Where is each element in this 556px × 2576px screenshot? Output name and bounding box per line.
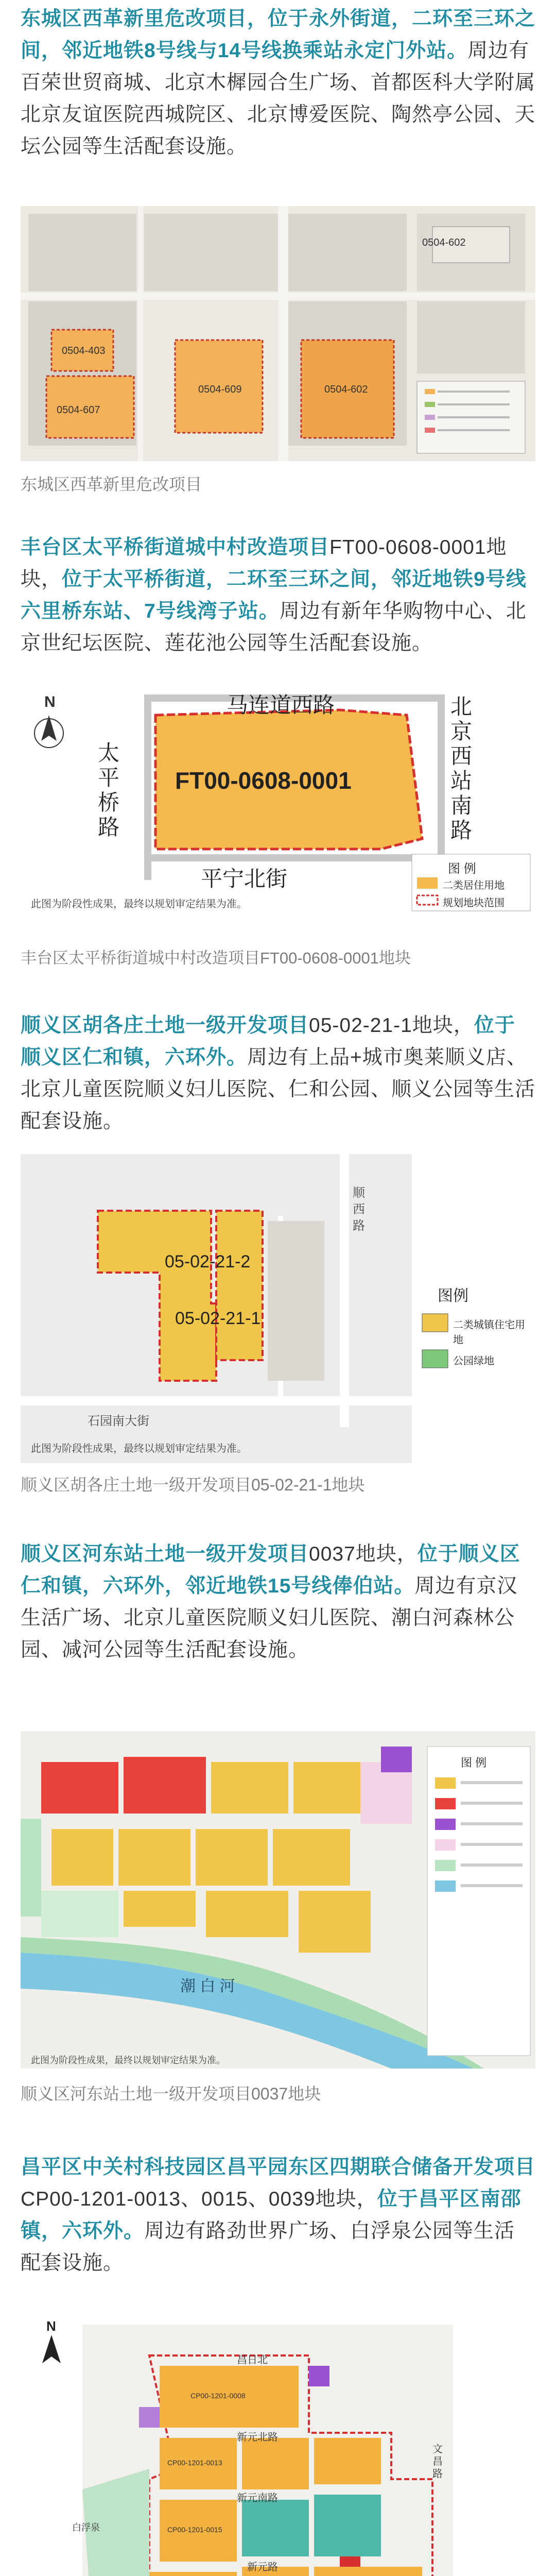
s3-road-right: 顺 西 路 — [353, 1186, 365, 1233]
s4-river-label: 潮 白 河 — [180, 1978, 235, 1995]
s2-note: 此图为阶段性成果，最终以规划审定结果为准。 — [31, 899, 247, 910]
s5-road-3: 新元南路 — [237, 2493, 278, 2504]
s2-legend-title: 图 例 — [448, 862, 476, 876]
section-3-highlight-1: 顺义区胡各庄土地一级开发项目 — [21, 1014, 309, 1037]
section-4-text — [21, 1538, 535, 1666]
s3-legend-title: 图例 — [438, 1287, 468, 1304]
s3-note: 此图为阶段性成果，最终以规划审定结果为准。 — [31, 1443, 247, 1454]
s3-legend-item-1: 二类城镇住宅用地 — [453, 1319, 525, 1346]
s5-parcel-2: CP00-1201-0013 — [167, 2459, 222, 2467]
s3-road-bottom: 石园南大街 — [88, 1414, 149, 1428]
section-2-text — [21, 532, 535, 659]
s5-road-4: 新元路 — [247, 2562, 278, 2573]
s1-label-0504-607: 0504-607 — [57, 404, 100, 416]
section-1-map — [21, 206, 535, 461]
s3-parcel-label-2: 05-02-21-2 — [165, 1252, 251, 1272]
s5-parcel-3: CP00-1201-0015 — [167, 2526, 222, 2534]
section-1-body: 周边有百荣世贸商城、北京木樨园合生广场、首都医科大学附属北京友谊医院西城院区、北京博爱医院、陶然亭公园、天坛公园等生活配套设施。 — [21, 40, 536, 158]
section-4-map — [21, 1731, 535, 2069]
s2-road-bottom: 平宁北街 — [201, 867, 288, 891]
section-2-body-1: FT00-0608-0001地块， — [21, 536, 507, 590]
section-3-body-2: 周边有上品+城市奥莱顺义店、北京儿童医院顺义妇儿医院、仁和公园、顺义公园等生活配套设施。 — [21, 1046, 536, 1132]
s4-note: 此图为阶段性成果，最终以规划审定结果为准。 — [31, 2055, 225, 2065]
section-5-highlight-2: 位于昌平区南邵镇，六环外。 — [21, 2188, 522, 2242]
section-1-caption: 东城区西革新里危改项目 — [21, 475, 202, 494]
section-5-highlight-1: 昌平区中关村科技园区昌平园东区四期联合储备开发项目 — [21, 2156, 536, 2178]
s2-legend-item-1: 二类居住用地 — [443, 880, 505, 891]
section-4-caption: 顺义区河东站土地一级开发项目0037地块 — [21, 2084, 321, 2103]
section-1-highlight: 东城区西革新里危改项目，位于永外街道，二环至三环之间，邻近地铁8号线与14号线换乘站永定门外站。 — [21, 8, 536, 62]
s5-road-6: 文昌路 — [432, 2444, 443, 2480]
section-5-body-1: CP00-1201-0013、0015、0039地块， — [21, 2188, 377, 2210]
section-4-body-2: 周边有京汉生活广场、北京儿童医院顺义妇儿医院、潮白河森林公园、减河公园等生活配套设施。 — [21, 1575, 518, 1661]
s5-road-2: 新元北路 — [237, 2432, 278, 2443]
section-5-map — [21, 2314, 530, 2576]
s2-road-top: 马连道西路 — [227, 693, 335, 717]
section-2-map — [21, 684, 535, 916]
section-4-highlight-1: 顺义区河东站土地一级开发项目 — [21, 1543, 309, 1565]
section-2-caption: 丰台区太平桥街道城中村改造项目FT00-0608-0001地块 — [21, 949, 411, 967]
s2-legend-item-2: 规划地块范围 — [443, 897, 505, 909]
s2-road-right: 北京西站南路 — [450, 694, 473, 842]
s4-legend-title: 图 例 — [461, 1756, 487, 1769]
section-3-highlight-2: 位于顺义区仁和镇，六环外。 — [21, 1014, 515, 1069]
s3-parcel-label-1: 05-02-21-1 — [175, 1309, 261, 1328]
s5-road-1: 昌日北 — [237, 2354, 268, 2366]
section-4-highlight-2: 位于顺义区仁和镇，六环外，邻近地铁15号线俸伯站。 — [21, 1543, 520, 1597]
section-3-text — [21, 1010, 535, 1138]
section-1-text — [21, 3, 535, 163]
section-5-text — [21, 2151, 535, 2279]
s1-label-0504-609: 0504-609 — [198, 384, 242, 395]
section-3-map — [21, 1154, 530, 1463]
s2-parcel-label: FT00-0608-0001 — [175, 767, 352, 794]
section-3-caption: 顺义区胡各庄土地一级开发项目05-02-21-1地块 — [21, 1476, 365, 1494]
s5-road-8: 白浮泉 — [72, 2522, 100, 2533]
section-2-highlight-2: 位于太平桥街道，二环至三环之间，邻近地铁9号线六里桥东站、7号线湾子站。 — [21, 568, 527, 622]
s2-road-left: 太平桥路 — [98, 741, 120, 839]
section-5-body-2: 周边有路劲世界广场、白浮泉公园等生活配套设施。 — [21, 2220, 515, 2274]
s1-label-0504-403: 0504-403 — [62, 345, 106, 357]
section-2-body-2: 周边有新年华购物中心、北京世纪坛医院、莲花池公园等生活配套设施。 — [21, 600, 527, 654]
s2-north-label: N — [44, 693, 56, 710]
s1-label-0504-602-top: 0504-602 — [422, 237, 466, 248]
section-3-body-1: 05-02-21-1地块， — [309, 1014, 474, 1037]
s5-parcel-1: CP00-1201-0008 — [190, 2392, 246, 2400]
s3-legend-item-2: 公园绿地 — [453, 1355, 494, 1367]
s5-north-label: N — [46, 2318, 56, 2334]
s1-label-0504-602: 0504-602 — [324, 384, 368, 395]
section-4-body-1: 0037地块， — [309, 1543, 418, 1565]
section-2-highlight-1: 丰台区太平桥街道城中村改造项目 — [21, 536, 330, 558]
